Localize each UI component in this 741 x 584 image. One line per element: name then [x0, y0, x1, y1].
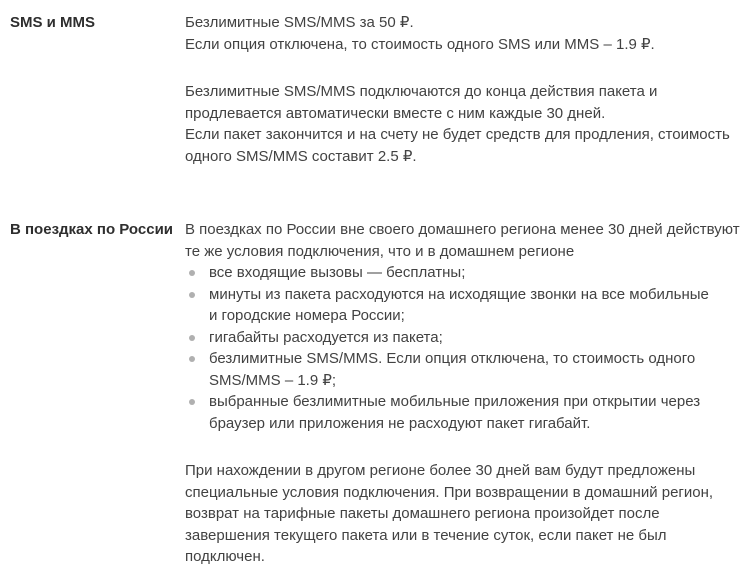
text-line: продлевается автоматически вместе с ним каждые 30 дней. [185, 104, 606, 122]
paragraph-sms-renewal [185, 81, 730, 167]
text-line: минуты из пакета расходуются на исходящие звонки на все мобильные [209, 285, 709, 303]
section-travel-russia [10, 219, 740, 568]
section-label-sms-mms: SMS и MMS [10, 14, 96, 31]
text-line: завершения текущего пакета или в течение суток, если пакет не был [185, 526, 667, 544]
text-line: браузер или приложения не расходуют пакет гигабайт. [209, 414, 591, 432]
text-line: безлимитные SMS/MMS. Если опция отключена, то стоимость одного [209, 350, 696, 367]
text-line: и городские номера России; [209, 307, 405, 324]
section-sms-mms [10, 12, 730, 167]
text-line: Если опция отключена, то стоимость одного SMS или MMS – 1.9 ₽. [185, 35, 655, 53]
text-line: те же условия подключения, что и в домашнем регионе [185, 242, 575, 260]
section-label-travel-russia: В поездках по России [10, 221, 174, 238]
travel-conditions-list [185, 262, 740, 434]
paragraph-travel-outro [185, 460, 740, 568]
list-item [185, 348, 740, 391]
text-line: Если пакет закончится и на счету не будет средств для продления, стоимость [185, 126, 730, 143]
text-line: Безлимитные SMS/MMS за 50 ₽. [185, 14, 414, 31]
text-line: Безлимитные SMS/MMS подключаются до конца действия пакета и [185, 83, 658, 100]
text-line: В поездках по России вне своего домашнего региона менее 30 дней действуют [185, 221, 740, 238]
list-item [185, 262, 740, 284]
text-line: SMS/MMS – 1.9 ₽; [209, 371, 337, 389]
text-line: все входящие вызовы — бесплатны; [209, 264, 466, 281]
text-line: гигабайты расходуется из пакета; [209, 328, 443, 346]
paragraph-travel-intro [185, 219, 740, 262]
text-line: специальные условия подключения. При возвращении в домашний регион, [185, 483, 714, 501]
text-line: выбранные безлимитные мобильные приложения при открытии через [209, 393, 701, 410]
list-item [185, 327, 740, 349]
section-content-sms-mms [185, 12, 730, 167]
text-line: возврат на тарифные пакеты домашнего региона произойдет после [185, 505, 660, 522]
text-line: одного SMS/MMS составит 2.5 ₽. [185, 147, 417, 165]
list-item [185, 391, 740, 434]
paragraph-sms-price [185, 12, 730, 55]
section-content-travel-russia [185, 219, 740, 568]
list-item [185, 284, 740, 327]
text-line: При нахождении в другом регионе более 30 дней вам будут предложены [185, 462, 696, 479]
text-line: подключен. [185, 548, 265, 565]
